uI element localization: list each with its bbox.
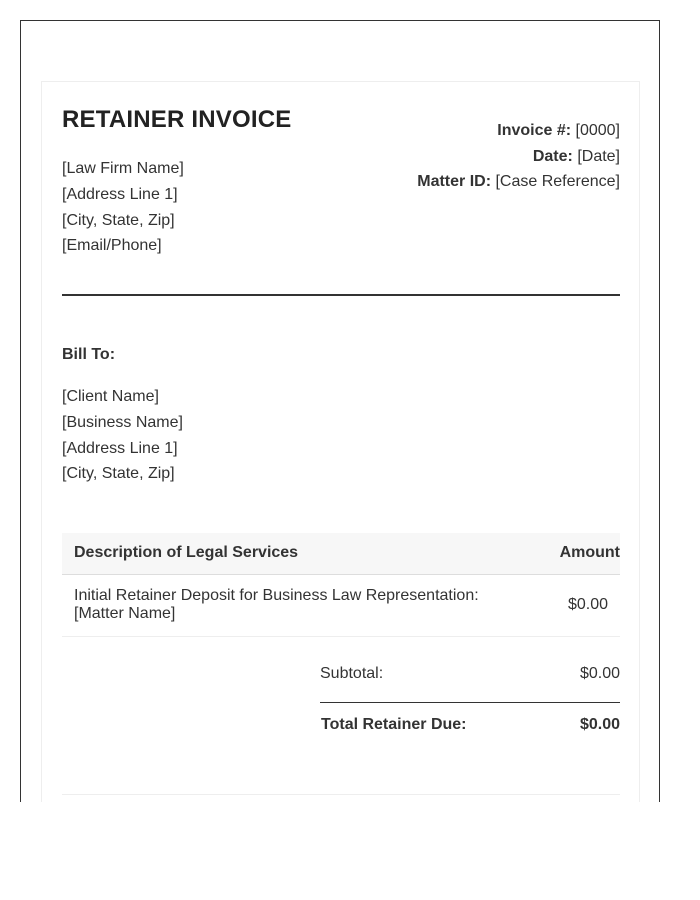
client-business-name: [Business Name] [62, 414, 183, 431]
table-row-amount: $0.00 [567, 596, 608, 613]
subtotal-label: Subtotal: [320, 665, 384, 682]
subtotal-value: $0.00 [579, 665, 620, 682]
column-header-description: Description of Legal Services [74, 544, 299, 561]
invoice-number-value: [0000] [575, 122, 620, 139]
matter-id [417, 172, 620, 192]
footer-divider [62, 794, 620, 795]
firm-city-state-zip: [City, State, Zip] [62, 212, 175, 229]
invoice-number-label: Invoice #: [497, 122, 572, 139]
client-name: [Client Name] [62, 388, 159, 405]
bill-to-heading: Bill To: [62, 346, 116, 363]
total-value: $0.00 [579, 716, 620, 733]
invoice-number [497, 121, 620, 141]
client-city-state-zip: [City, State, Zip] [62, 465, 175, 482]
invoice-date-label: Date: [532, 148, 573, 165]
total-label: Total Retainer Due: [321, 716, 467, 733]
invoice-date-value: [Date] [577, 148, 620, 165]
table-row-divider [62, 636, 620, 637]
table-row-description [74, 587, 494, 623]
matter-id-label: Matter ID: [417, 173, 492, 190]
column-header-amount: Amount [559, 544, 620, 561]
firm-contact: [Email/Phone] [62, 237, 162, 254]
firm-address-line-1: [Address Line 1] [62, 186, 178, 203]
matter-id-value: [Case Reference] [495, 173, 620, 190]
firm-name: [Law Firm Name] [62, 160, 184, 177]
row-description-line-2: [Matter Name] [74, 605, 176, 622]
client-address-line-1: [Address Line 1] [62, 440, 178, 457]
header-divider [62, 294, 620, 296]
invoice-date [533, 147, 620, 167]
invoice-title: RETAINER INVOICE [62, 106, 292, 133]
total-divider [320, 702, 620, 703]
row-description-line-1: Initial Retainer Deposit for Business Law Representation: [74, 587, 479, 604]
